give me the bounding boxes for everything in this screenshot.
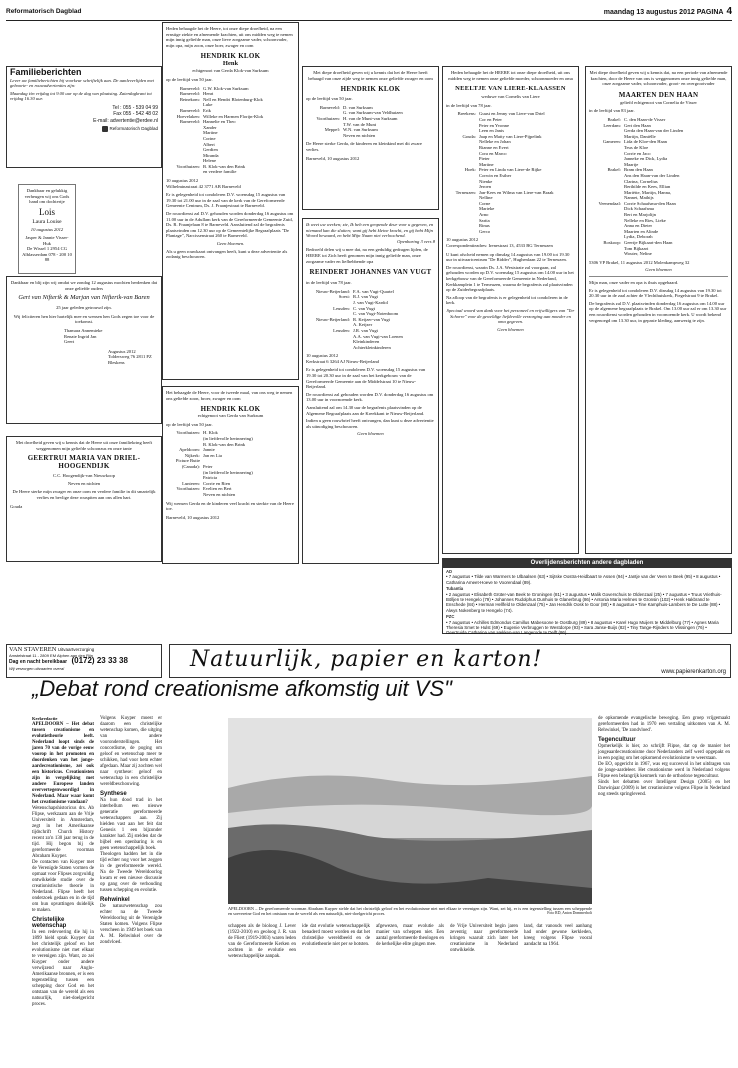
family-member: Corine: [203, 135, 216, 141]
article-p15: De EO, opgericht in 1967, was erg succesvol in het uitdragen van de jonge-aardeleer. Het creationisme werd in Nederland volgens Flipse een belangrijk kenmerk van de orthodoxe tegencultuur.: [598, 762, 730, 779]
article-col-5: [376, 924, 444, 948]
maarten-family-list: [589, 117, 728, 257]
family-member: Jaap en Matty van Liere-Pijpelink: [479, 133, 542, 139]
henk3-text: De Heere sterke Gerda, de kinderen en kleinkind met dit zware verlies.: [306, 141, 422, 152]
birth-name: Lois: [38, 206, 55, 217]
anniversary-children: Thamara Annemieke Renate Ingrid Jan Geert: [64, 327, 103, 345]
article-p11: de Vrije Universiteit begin jaren zeventig naar gereformeerde kringen waaruit zich later het creationisme in Nederland ontwikkelde.: [450, 924, 518, 953]
family-member: B. Klok-van den Brink: [203, 441, 246, 447]
family-place: Breekens:: [457, 111, 476, 117]
henk3-age: op de leeftijd van 50 jaar.: [306, 96, 353, 102]
banner-url[interactable]: www.papierenkarton.org: [661, 669, 726, 675]
family-member: Guust en Jenny van Liere-van Driel: [479, 111, 545, 117]
family-member: Nell en Hendri Blotenburg-Klok: [203, 96, 263, 102]
neeltje-date: 10 augustus 2012: [446, 237, 479, 243]
ad-footer: Wij verzorgen uitvaarten overal: [9, 665, 65, 671]
family-member: Corrie en Rien: [203, 480, 231, 486]
birth-address: De Wissel 1 2954 CG Alblasserdam 078 - 200 10 88: [22, 246, 72, 263]
article-headline: „Debat rond creationisme afkomstig uit VS": [32, 676, 452, 701]
ad-name: VAN STAVEREN: [9, 646, 57, 653]
neeltje-after: Na afloop van de begrafenis is er gelegenheid tot condoleren in de kerk.: [446, 294, 568, 306]
family-member: Gerco: [479, 228, 491, 234]
maarten-intro: Met diepe droefheid geven wij u kennis dat, na een periode van afnemende krachten, door de Heere van ons is weggenomen onze innig geliefde man, onze zorgzame vader, schoonvader, groot- en overgrootvader: [589, 70, 728, 87]
family-place: Brakel:: [607, 116, 621, 122]
geertrui-city: Gouda: [10, 503, 23, 509]
subhead-synthese: Synthese: [100, 791, 127, 797]
section-text: • 2 augustus • Elisabeth Grüter-van Beek te Groningen (81) • 3 augustus • Malik Goverschuis te Oldenzaal (25) • 7 augustus • Truus Vriethuis-Bölljen te Hengelo (79) • Johannes Rudolphus Dunhuis te Glanerbrug (86) • Antonia Maria Helmes te Gronsin (102) • Henk Hakbrand te Enschede (84) • Herman Hellfeld te Oldenzaal (75) • Jan Hendrik Oosk te Goor (80) • 8 augustus • Tine Kamphuis-Lambers te De Lutte (88) • Alwys Nokenberg te Hengelo (74).: [446, 591, 722, 613]
family-member: Bert en Marjolijn: [624, 212, 656, 218]
family-notices-phone: Tel : 055 - 539 04 99: [112, 104, 158, 111]
reindert-verse-ref: Openbaring 3 vers 8: [397, 238, 435, 244]
reindert-name: REINDERT JOHANNES VAN VUGT: [309, 268, 432, 277]
family-member: Clarina, Cornelius: [624, 178, 658, 184]
family-member: A.A. van Vugt-van Loenen: [353, 333, 403, 339]
family-member: Evelien en Bert: [203, 486, 232, 492]
article-lead: APELDOORN – Het debat tussen creationisme en evolutietheorie leeft. Nederland loopt sinds de jaren 70 van de vorige eeuw voorop in het promoten en doordenken van het jonge-aardecreationisme, zei ook een historicus. Creationisten zijn in vergelijking met andere Europese landen oververtegenwoordigd in Nederland. Maar waar komt het creationisme vandaan?: [32, 722, 94, 805]
death-notice-henk-klok-2: [162, 386, 299, 564]
reindert-intro: Bedroefd delen wij u mee dat, na een geduldig gedragen lijden, de HEERE tot Zich heeft genomen mijn innig geliefde man, onze zorgzame vader en liefhebbende opa: [306, 247, 428, 264]
neeltje-wish: Speciaal woord van dank voor het personeel en vrijwilligers van "Ter Schorre" voor de geweldige liefdevolle verzorging aan moeder en oma gegeven.: [446, 307, 575, 325]
family-place: Barneveld:: [319, 104, 340, 110]
family-member: Berthilde en Kees, Ellian: [624, 184, 671, 190]
family-notices-fax: Fax 055 - 542 48 02: [113, 111, 158, 118]
family-member: Corne: [479, 200, 491, 206]
neeltje-intro: Heden behaagde het de HEERE tot onze diepe droefheid, uit ons midden weg te nemen onze geliefde moeder, schoonmoeder en oma: [448, 70, 573, 81]
family-place: Soest:: [338, 294, 350, 300]
family-member: Maartje: [624, 161, 639, 167]
henk1-spouse: echtgenoot van Gerda Klok-van Surksum: [192, 68, 269, 74]
family-member: A. Keijzer: [353, 322, 373, 328]
other-papers-title: Overlijdensberichten andere dagbladen: [443, 559, 731, 568]
family-member: Peter en Linda van Liere-de Rijke: [479, 167, 542, 173]
family-member: Martine: [203, 130, 218, 136]
geertrui-place: C.C. Hoogendijk-van Nieuwkoop: [52, 473, 115, 479]
ad-address: Amstelstraat 11 - 2809 EM Alphen aan den Rijn: [9, 652, 93, 658]
family-member: Mariëtte, Martijn, Hanna,: [624, 189, 672, 195]
family-member: Luke: [203, 102, 213, 108]
reindert-flowers: Geen bloemen: [357, 431, 384, 437]
other-papers-deaths: [442, 558, 732, 634]
family-member: Cora en Marco: [479, 150, 507, 156]
family-member: Xander: [203, 124, 217, 130]
article-col-4: [302, 924, 370, 948]
family-member: Geertje Bijkaart-den Haan: [624, 240, 673, 246]
family-member: F.A. van Vugt-Quartel: [353, 288, 394, 294]
family-member: Sarita: [479, 217, 490, 223]
family-member: Willeke en Harmen Florijn-Klok: [203, 113, 264, 119]
article-p10: afgewezen, maar evolutie als manier van scheppen niet. Een aantal gereformeerde theologen en de kerkelijke elite gingen mee.: [376, 924, 444, 947]
reindert-service: De rouwdienst zal gehouden worden D.V. donderdag 16 augustus om 13.00 uur in voornoemde kerk.: [306, 391, 434, 403]
henk3-city: Barneveld, 10 augustus 2012: [306, 155, 360, 161]
family-place: [446, 229, 479, 235]
photo-credit: Foto RD, Anton Dommerholt: [547, 911, 592, 916]
family-place: [589, 251, 624, 257]
maarten-flowers: Geen bloemen: [645, 267, 672, 273]
family-member: (in liefdevolle herinnering): [203, 469, 253, 475]
family-member: Gerdien: [203, 147, 218, 153]
family-member: Achterkleinkinderen: [353, 344, 391, 350]
death-notice-neeltje: [442, 66, 579, 554]
maarten-text: Mijn man, onze vader en opa is thuis opgebaard.: [589, 280, 679, 285]
reindert-family-list: [306, 289, 435, 351]
family-member: Hannelie en Theo: [203, 119, 236, 125]
family-member: Jan en Lia: [203, 452, 222, 458]
geertrui-relatives: Neven en nichten: [67, 480, 101, 486]
reindert-note: Indien u geen rouwbrief heeft ontvangen, dan kunt u deze advertentie als uitnodiging beschouwen.: [306, 418, 434, 429]
death-notice-reindert: [302, 218, 439, 564]
family-member: D. van Surksum: [343, 104, 373, 110]
family-member: Dick Schaafsma: [624, 206, 654, 212]
family-place: Lunteren:: [182, 480, 200, 486]
family-place: Nieuw-Beijerland:: [315, 288, 350, 294]
family-place: Terneuzen:: [455, 189, 476, 195]
family-place: [306, 133, 343, 139]
family-member: Gert den Haan: [624, 122, 651, 128]
family-member: Pieter: [479, 156, 490, 162]
reindert-condolence: Er is gelegenheid tot condoleren D.V. woensdag 15 augustus van 19.30 tot 20.30 uur in de zaal van het kerkgebouw van de Gereformeerde Gemeente aan de Middelstraat 10 te Nieuw-Beijerland.: [306, 367, 426, 390]
family-place: Leusden:: [333, 327, 350, 333]
family-member: Corrie Schaafsma-den Haan: [624, 200, 676, 206]
family-member: Jannie: [203, 447, 215, 453]
neeltje-age: in de leeftijd van 78 jaar.: [446, 102, 492, 108]
family-member: Rianne en Evert: [479, 144, 509, 150]
family-member: Martine: [479, 161, 494, 167]
article-col-8: [598, 716, 730, 798]
henk1-family-list: [166, 86, 295, 176]
subhead-tegencultuur: Tegencultuur: [598, 737, 636, 743]
rd-logo-icon: [102, 126, 108, 132]
family-member: H. van de Munt-van Surksum: [343, 115, 398, 121]
family-member: T.W. van de Munt: [343, 121, 377, 127]
maarten-age: in de leeftijd van 83 jaar.: [589, 108, 635, 114]
rd-logo-text: Reformatorisch Dagblad: [109, 126, 158, 132]
photo-svg: [228, 718, 592, 904]
family-member: J.R. van Vugt: [353, 327, 378, 333]
family-place: Leusden:: [333, 305, 350, 311]
article-col-6: [450, 924, 518, 954]
family-member: Jeroen: [479, 184, 491, 190]
article-p6: Theologen hadden het in die tijd echter nog voor het zeggen in de gereformeerde wereld. Na de Tweede Wereldoorlog kwam er een nieuwe discussie op gang over de verhouding tussen schepping en evolutie.: [100, 852, 162, 893]
family-place: Nijkerk:: [184, 452, 200, 458]
neeltje-address: Correspondentieadres: Irenestraat 13, 4533 BG Terneuzen: [446, 243, 553, 249]
anniversary-intro: Dankbaar en blij zijn wij omdat we zondag 12 augustus mochten herdenken dat onze geliefde ouders: [10, 280, 158, 291]
family-member: H. Klok: [203, 430, 218, 436]
family-place: [166, 169, 203, 175]
page-date: maandag 13 augustus 2012: [603, 9, 695, 16]
death-notice-henk-klok-3: [302, 66, 439, 210]
henk1-condolence: Er is gelegenheid tot condoleren D.V. woensdag 15 augustus van 19.30 tot 21.00 uur in de zaal van de kerk van de Gereformeerde Gemeente Centrum, Ds. J. Fraanjestraat te Barneveld.: [166, 192, 286, 209]
family-member: Gerda den Haan-van der Linden: [624, 128, 684, 134]
neeltje-spouse: weduwe van Cornelis van Liere: [481, 94, 540, 100]
henk1-intro: Heden behaagde het de Heere, tot onze diepe droefheid, na een ernstige ziekte en afnemende krachten, uit ons midden weg te nemen mijn innig geliefde man, onze lieve zorgzame vader, schoonvader, mijn opa, mijn zoon, onze boer, zwager en oom: [166, 26, 293, 48]
henk3-intro: Met diepe droefheid geven wij u kennis dat het de Heere heeft behaagd van onze zijde weg te nemen onze geliefde zwager en oom: [308, 70, 433, 81]
section-text: • 7 augustus • Tilde van Warmers te Ulbaalsen (63) • Sijtske Oostra-Heidbaart te Assen (94) • Jantje van der Veen te Beek (95) • 8 augustus • Catharina Ameet-Hoeve te Voorendaal (89).: [446, 574, 721, 585]
article-p16: Sinds het debatten over Intelligent Design (2005) en het Darwinjaar (2009) is het creationisme volgens Flipse in Nederland nog steeds springlevend.: [598, 780, 730, 797]
henk1-date: 10 augustus 2012: [166, 178, 199, 184]
geertrui-name: GEERTRUI MARIA VAN DRIEL-HOOGENDIJK: [27, 454, 141, 471]
birth-second-name: Laura Louise: [32, 218, 62, 225]
family-member: Nelleke en Ries, Lieke: [624, 217, 666, 223]
henk3-family-list: [306, 105, 435, 139]
family-place: Boskoop:: [603, 240, 621, 246]
maarten-condolence: Er is gelegenheid tot condoleren D.V. dinsdag 14 augustus van 19.30 tot 20.30 uur in de zaal achter de Vlechthuiskerk, Fiegelstraat 9 te Brakel.: [589, 287, 722, 299]
henk2-text: Wij wensen Gerda en de kinderen veel kracht en sterkte van de Heere toe.: [166, 500, 294, 512]
maarten-name: MAARTEN DEN HAAN: [618, 90, 699, 99]
neeltje-farewell: U kunt afscheid nemen op dinsdag 14 augustus van 19.00 tot 19.30 uur in uitvaartcentrum "De Ridder", Hughenlaan 22 te Terneuzen.: [446, 251, 570, 263]
anniversary-date: Augustus 2012 Toldersweg 76 2811 PZ Bleskens: [108, 348, 152, 365]
family-place: Brakel:: [607, 167, 621, 173]
papier-karton-banner[interactable]: [169, 644, 731, 678]
ad-tagline: Dag en nacht bereikbaar: [9, 659, 68, 666]
article-byline: Kerkredactie: [32, 716, 58, 721]
henk1-note: Als u geen rouwkaart ontvangen heeft, kunt u deze advertentie als zodanig beschouwen.: [166, 248, 288, 260]
family-member: Leen en Janis: [479, 128, 505, 134]
neeltje-service: De rouwdienst, waarin Ds. J.A. Weststrate zal voorgaan, zal gehouden worden op D.V. woensdag 15 augustus om 14.00 uur in het kerkgebouw van de Gereformeerde Gemeente in Nederland, Kerkkamplein 1 te Terneuzen, waarna de begrafenis zal plaatsvinden op de Zuiderbegraafplaats.: [446, 264, 574, 293]
family-member: Kleinkinderen: [353, 339, 380, 345]
family-row: [306, 133, 435, 139]
family-place: Barneveld:: [179, 107, 200, 113]
article-p13: de opkomende evangelische beweging. Een groep vrijgemaakt gereformeerden had in 1970 een vertaling uitkomen van A. M. Rehwinkel, 'De zondvloed'.: [598, 716, 730, 733]
ad-sub: Uitvaartverzorging: [57, 647, 95, 652]
family-place: Meppel:: [324, 127, 340, 133]
henk1-flowers: Geen bloemen.: [216, 241, 245, 246]
family-member: Nienke: [479, 178, 493, 184]
family-member: Marieke: [479, 206, 495, 212]
family-member: C. den Haan-de Visser: [624, 116, 666, 122]
family-member: Teus de Kloe: [624, 144, 649, 150]
van-staveren-ad: [6, 644, 162, 678]
article-p7: De natuurwetenschap zou echter na de Tweede Wereldoorlog uit de Verenigde Staten komen. Volgens Flipse verscheen in 1949 het boek van A. M. Rehwinkel over de zondvloed.: [100, 904, 162, 945]
family-place: Voorthuizen:: [316, 115, 340, 121]
birth-intro: Dankbaar en gelukkig verheugen wij ons Gods hand om dochtertje: [24, 188, 70, 205]
paper-name: Reformatorisch Dagblad: [6, 8, 82, 15]
reindert-address: Kerkstraat 6 3264 AJ Nieuw-Beijerland: [306, 358, 379, 364]
family-notices-text: Lever uw familieberichten bij voorkeur schriftelijk aan. De aanleverlijden met geboorte- en rouwadvertenties zijn:: [10, 77, 154, 89]
family-notices-email[interactable]: E-mail: advertentie@erdee.nl: [93, 117, 158, 124]
page-number: 4: [726, 6, 732, 17]
family-place: Voorthuizen:: [176, 486, 200, 492]
page-section: PAGINA: [696, 9, 724, 16]
family-place: Leerdam:: [603, 122, 621, 128]
family-member: Corrie en Jaco: [624, 150, 651, 156]
family-member: Nelline: [479, 195, 493, 201]
family-member: en verdere familie: [203, 169, 237, 175]
death-notice-geertrui: [6, 436, 162, 562]
article-col-3: [228, 924, 296, 960]
family-place: Barneveld:: [179, 91, 200, 97]
family-place: Veenendaal:: [598, 200, 621, 206]
article-p1: Wetenschapshistoricus drs. Ab Flipse, werkzaam aan de Vrije Universiteit in Amsterdam, zegt in het Amerikaanse tijdschrift Church History recent zo'n 130 jaar terug in de tijd. Hij begon bij de gereformeerde voorman Abraham Kuyper.: [32, 806, 94, 859]
family-member: B. Klok-van den Brink: [203, 163, 246, 169]
section-label: Tubantia: [446, 586, 464, 592]
family-place: Hoevelaken:: [176, 113, 200, 119]
reindert-verse: Ik weet uw werken; zie, Ik heb een geopende deur voor u gegeven, en niemand kan die sluiten; want gij hebt kleine kracht, en gij hebt Mijn Woord bewaard, en hebt Mijn Naam niet verloochend.: [306, 222, 434, 239]
ad-phone[interactable]: (0172) 23 33 38: [71, 656, 128, 666]
article-p14: Opmerkelijk is hier, zo schrijft Flipse, dat op de manier het jongeaardecreationisme door Nederlanders zelf werd opgepakt en in een poging om het opkomend evolutionisme te weerstaan.: [598, 744, 730, 761]
family-member: Nannet, Mathijs: [624, 195, 654, 201]
henk1-age: op de leeftijd van 50 jaar.: [166, 76, 213, 82]
family-member: Bram den Haan: [624, 167, 653, 173]
family-place: Nieuw-Beijerland:: [315, 316, 350, 322]
article-col-2: [100, 716, 162, 946]
birth-notice-lois: [18, 184, 76, 274]
family-place: Gameren:: [602, 139, 621, 145]
henk1-service: De rouwdienst zal D.V. gehouden worden donderdag 16 augustus om 11.00 uur in de Adullam kerk van de Gereformeerde Gemeente Zuid, Ds. R. Fraanjelaan 8 te Barneveld. Aansluitend zal de begrafenis plaatsvinden om 12.30 uur op de Gemeentelijke Begraafplaats "De Plantage", Narcissenstraat 260 te Barneveld.: [166, 211, 294, 239]
family-row: [166, 492, 295, 498]
reindert-age: in de leeftijd van 78 jaar.: [306, 280, 352, 286]
family-place: Voorthuizen:: [176, 430, 200, 436]
family-place: Apeldoorn:: [179, 447, 200, 453]
family-member: Wouter, Neline: [624, 251, 652, 257]
family-member: Tom Bijkaart: [624, 245, 649, 251]
article-p8: schappen als de bioloog J. Lever (1922-2010) en geoloog J. R. van de Fliert (1919-2003) waren leden van de Gereformeerde Kerken en zochten in de evolutie een wetenschappelijke aanpak.: [228, 924, 296, 959]
family-member: G.W. Klok-van Surksum: [203, 85, 249, 91]
family-member: G. van Surksum-van Veldhuizen: [343, 110, 403, 116]
section-text: • 7 augustus • Achilles Edmondus Camillus Mabesoone te Oostburg (89) • 8 augustus • Karel Hugo Muijers te Middelburg (77) • Agnes Maria Theresia Smet te Hulst (69) • Eugenie Verbruggen te Westdorpe (93) • Sara Janse-Buijs (82) • Tiny Tange-Rijnders te Vlissingen (76) • Geertruida Catharina van Hekken-van Langerode te Delft (86).: [446, 619, 719, 636]
geertrui-intro: Met droefheid geven wij u kennis dat de Heere uit onze familiekring heeft weggenomen mijn geliefde schoonzus en onze tante: [15, 440, 153, 451]
article-p5: Na hun dood trad in het interbellum een nieuwe generatie gereformeerde wetenschappers aan. Zij hielden vast aan het feit dat Genesis 1 een bijzonder karakter had. Zij stelden dat de bijbel een openbaring is en geen wetenschappelijk boek.: [100, 798, 162, 851]
article-p3: In een redevoering die hij in 1899 hield sprak Kuyper dat het christelijk geloof en het evolutionisme niet met elkaar te verenigen zijn. Want, zo zei Kuyper onder andere verwijzend naar Anglo-Amerikaanse bronnen, er is een tegenstelling tussen een schepping door God en het ontstaan van de wereld als een natuurlijk, niet-doelgericht proces.: [32, 930, 94, 1007]
family-member: Nelleke en Johan: [479, 139, 511, 145]
reindert-date: 10 augustus 2012: [306, 353, 339, 359]
subhead-rehwinkel: Rehwinkel: [100, 897, 130, 903]
subhead-christelijke: Christelijke wetenschap: [32, 917, 67, 929]
death-notice-henk-klok-1: [162, 22, 299, 380]
maarten-spouse: geliefd echtgenoot van Cornelia de Visser: [620, 99, 697, 105]
family-member: Albert: [203, 141, 215, 147]
article-p12: land, dat vanouds veel aanhang had onder gewone kerkleden, kreeg volgens Flipse vooral aandacht na 1964.: [524, 924, 592, 947]
family-notices-box: [6, 66, 162, 168]
section-label: AD: [446, 569, 453, 574]
anniversary-line: 25 jaar geleden getrouwd zijn.: [56, 305, 112, 311]
family-member: Henri: [203, 91, 214, 97]
maarten-address: 5306 VP Brakel, 11 augustus 2012 Molenkampweg 32: [589, 259, 690, 265]
family-place: (Canada):: [181, 463, 200, 469]
family-place: [306, 345, 353, 351]
family-notices-times: Maandag t/m vrijdag tot 9.00 uur op de dag van plaatsing. Zaterdagkrant tot vrijdag 16.30 uur.: [10, 90, 152, 102]
family-member: W.N. van Surksum: [343, 127, 378, 133]
family-member: Neven en nichten: [203, 491, 236, 497]
photo-caption: APELDOORN – De gereformeerde voorman Abraham Kuyper stelde dat het christelijk geloof en het evolutionisme niet met elkaar te verenigen zijn. Want, zei hij, er is een tegenstelling tussen een scheppende en soevereine God en het ontstaan van de wereld als een natuurlijk, niet-doelgericht proces.: [228, 906, 592, 917]
family-row: [166, 169, 295, 175]
family-member: R.J. van Vugt: [353, 294, 378, 300]
article-col-7: [524, 924, 592, 948]
anniversary-notice: [6, 276, 162, 424]
family-member: Corwin en Esther: [479, 172, 512, 178]
family-member: Peter: [203, 463, 213, 469]
family-row: [446, 229, 575, 235]
family-member: Lida de Kloe-den Haan: [624, 139, 667, 145]
family-member: Peter en Yvonne: [479, 122, 509, 128]
family-member: Neven en nichten: [343, 132, 376, 138]
family-notices-title: Familieberichten: [10, 67, 82, 77]
family-member: R. Keijzer-van Vugt: [353, 316, 390, 322]
family-member: Cor en Peter: [479, 116, 502, 122]
photo-caption-wrap: [228, 906, 592, 916]
henk3-name: HENDRIK KLOK: [340, 85, 401, 94]
family-member: Maarten en Alinde: [624, 228, 659, 234]
family-row: [306, 345, 435, 351]
family-member: J. van Vugt-Kardol: [353, 299, 388, 305]
banner-slogan: Natuurlijk, papier en karton!: [190, 647, 543, 672]
henk2-name: HENDRIK KLOK: [200, 405, 261, 414]
family-member: (in liefdevolle herinnering): [203, 435, 253, 441]
family-member: Janneke en Dick, Lydia: [624, 156, 668, 162]
henk1-name: HENDRIK KLOK: [200, 52, 261, 61]
henk2-family-list: [166, 430, 295, 497]
henk2-spouse: echtgenoot van Gerda van Surksum: [197, 413, 264, 419]
landscape-photo: [228, 718, 592, 904]
henk1-address: Wilhelminastraat 42 3771 AB Barneveld: [166, 183, 241, 189]
anniversary-wish: Wij feliciteren hen hier hartelijk mee en wensen hen Gods zegen toe voor de toekomst.: [13, 313, 155, 325]
reindert-burial: Aansluitend zal om 14.30 uur de begrafenis plaatsvinden op de Algemene Begraafplaats aan de Kreekkant te Nieuw-Beijerland.: [306, 405, 425, 416]
birth-parents: Jasper & Jannie Visser-Huk: [25, 234, 69, 246]
family-member: Lydia, Deborah: [624, 234, 653, 240]
family-place: Picture Butte: [175, 458, 200, 464]
neeltje-family-list: [446, 111, 575, 234]
family-member: Helene: [203, 158, 217, 164]
family-member: Rinus: [479, 223, 490, 229]
maarten-service: De begrafenis zal D.V. plaatsvinden donderdag 16 augustus om 14.00 uur op de algemene begraafplaats te Brakel. Om 13.00 uur zal er om 13.30 uur een rouwdienst worden gehouden in voornoemde kerk. U wordt bekend vergenoegd om 13.30 uur, in gepaste kleding, aanwezig te zijn.: [589, 300, 727, 323]
page-info: [604, 6, 732, 17]
geertrui-text: De Heere sterke mijn zwager en onze oom en verdere familie in dit smartelijk verlies en bevlige deze rouspiten aan ons allen hart.: [12, 489, 156, 500]
family-place: Barneveld:: [179, 85, 200, 91]
family-place: Beinekom:: [179, 96, 200, 102]
birth-date: 10 augustus 2012: [30, 227, 64, 233]
henk2-age: op de leeftijd van 50 jaar.: [166, 421, 213, 427]
family-member: C. van Vugt-Notenboom: [353, 311, 399, 317]
family-member: Martijn, Daniëlle: [624, 133, 656, 139]
family-member: Anna en Dieter: [624, 223, 653, 229]
masthead: [6, 6, 732, 21]
neeltje-name: NEELTJE VAN LIERE-KLAASSEN: [455, 85, 566, 93]
family-member: Miranda: [203, 152, 219, 158]
death-notice-maarten: [585, 66, 732, 554]
family-row: [589, 251, 728, 257]
henk1-first: Henk: [222, 60, 239, 68]
family-member: Ans den Haan-van der Linden: [624, 172, 680, 178]
family-member: Patricia: [203, 475, 218, 481]
family-place: Hoek:: [464, 167, 476, 173]
article-p4: Volgens Kuyper moest er daarom een christelijke wetenschap komen, die uitging van andere vooronderstellingen. Het concordisme, de poging om geloof en wetenschap meer te schikken, had voor hem echter afgedaan. Maar zij zochten wel naar synthese: geloof en wetenschap in een christelijke wereldbeschouwing.: [100, 716, 162, 787]
family-place: [166, 492, 203, 498]
family-member: C. van Vugt: [353, 305, 375, 311]
family-place: Gouda:: [462, 133, 476, 139]
article-p9: ide dat evolutie wetenschappelijk benaderd moest worden en dat het christelijke wereldbeeld en de evolutietheorie niet per se botsten.: [302, 924, 370, 947]
article-col-1: [32, 716, 94, 1008]
family-place: Barneveld:: [179, 119, 200, 125]
henk2-intro: Het behaagde de Heere, voor de tweede maal, van ons weg te nemen ons geliefde zoon, broer, zwager en oom: [166, 390, 293, 401]
family-member: Arno: [479, 212, 489, 218]
section-label: PZC: [446, 614, 455, 620]
article-p2: De contacten van Kuyper met de Verenigde Staten vormen de opmaat voor Flipses zorgvuldig ontwikkelde studie over de creationistische theorie in Nederland. Flipse heeft het onderzoek gedaan en in de tijd om hun opvattingen duidelijk te maken.: [32, 860, 94, 913]
family-place: Voorthuizen:: [176, 163, 200, 169]
henk2-city: Barneveld, 10 augustus 2012: [166, 514, 220, 520]
family-member: Erik: [203, 107, 211, 113]
neeltje-flowers: Geen bloemen: [497, 326, 524, 332]
anniversary-names: Gert van Nifterik & Marjan van Nifterik-van Baren: [18, 294, 150, 302]
family-member: Jan-Kees en Wilma van Liere-van Braak: [479, 189, 554, 195]
